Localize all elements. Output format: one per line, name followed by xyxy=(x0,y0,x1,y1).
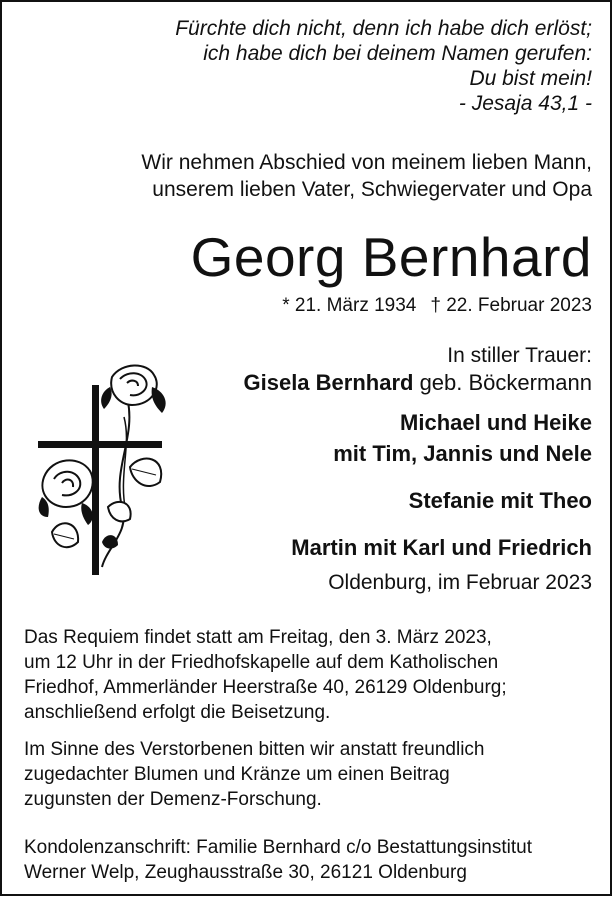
farewell-line: Wir nehmen Abschied von meinem lieben Mann, xyxy=(141,151,592,174)
verse-line: ich habe dich bei deinem Namen gerufen: xyxy=(203,42,592,65)
requiem-line: anschließend erfolgt die Beisetzung. xyxy=(24,702,331,723)
verse-line: Du bist mein! xyxy=(469,67,592,90)
mourners-section xyxy=(162,342,592,563)
widow-maiden-name: geb. Böckermann xyxy=(413,370,592,395)
family-line: mit Tim, Jannis und Nele xyxy=(333,441,592,466)
widow-line xyxy=(162,369,592,397)
deceased-name: Georg Bernhard xyxy=(190,226,592,288)
donation-line: zugedachter Blumen und Kränze um einen Beitrag xyxy=(24,764,450,785)
farewell-text xyxy=(32,149,592,203)
cross-with-roses-icon xyxy=(32,357,182,587)
bible-verse xyxy=(32,16,592,116)
mourning-label: In stiller Trauer: xyxy=(447,344,592,367)
widow-name: Gisela Bernhard xyxy=(243,370,414,395)
condolence-address xyxy=(24,835,594,885)
verse-reference: - Jesaja 43,1 - xyxy=(458,92,592,115)
condolence-line: Kondolenzanschrift: Familie Bernhard c/o Bestattungsinstitut xyxy=(24,837,532,858)
donation-line: Im Sinne des Verstorbenen bitten wir anstatt freundlich xyxy=(24,739,485,760)
donation-paragraph xyxy=(24,737,594,812)
family-line: Stefanie mit Theo xyxy=(408,488,592,513)
family-entry xyxy=(162,532,592,563)
requiem-paragraph xyxy=(24,625,594,725)
donation-line: zugunsten der Demenz-Forschung. xyxy=(24,789,322,810)
death-date: † 22. Februar 2023 xyxy=(430,295,592,316)
life-dates xyxy=(282,294,592,318)
place-and-date: Oldenburg, im Februar 2023 xyxy=(328,571,592,594)
requiem-line: um 12 Uhr in der Friedhofskapelle auf dem Katholischen xyxy=(24,652,499,673)
family-entry xyxy=(162,407,592,469)
condolence-line: Werner Welp, Zeughausstraße 30, 26121 Oldenburg xyxy=(24,862,467,883)
verse-line: Fürchte dich nicht, denn ich habe dich erlöst; xyxy=(175,17,592,40)
farewell-line: unserem lieben Vater, Schwiegervater und Opa xyxy=(152,178,592,201)
requiem-line: Friedhof, Ammerländer Heerstraße 40, 26129 Oldenburg; xyxy=(24,677,507,698)
family-line: Martin mit Karl und Friedrich xyxy=(291,535,592,560)
family-entry xyxy=(162,485,592,516)
birth-date: * 21. März 1934 xyxy=(282,295,417,316)
family-line: Michael und Heike xyxy=(400,410,592,435)
requiem-line: Das Requiem findet statt am Freitag, den 3. März 2023, xyxy=(24,627,492,648)
